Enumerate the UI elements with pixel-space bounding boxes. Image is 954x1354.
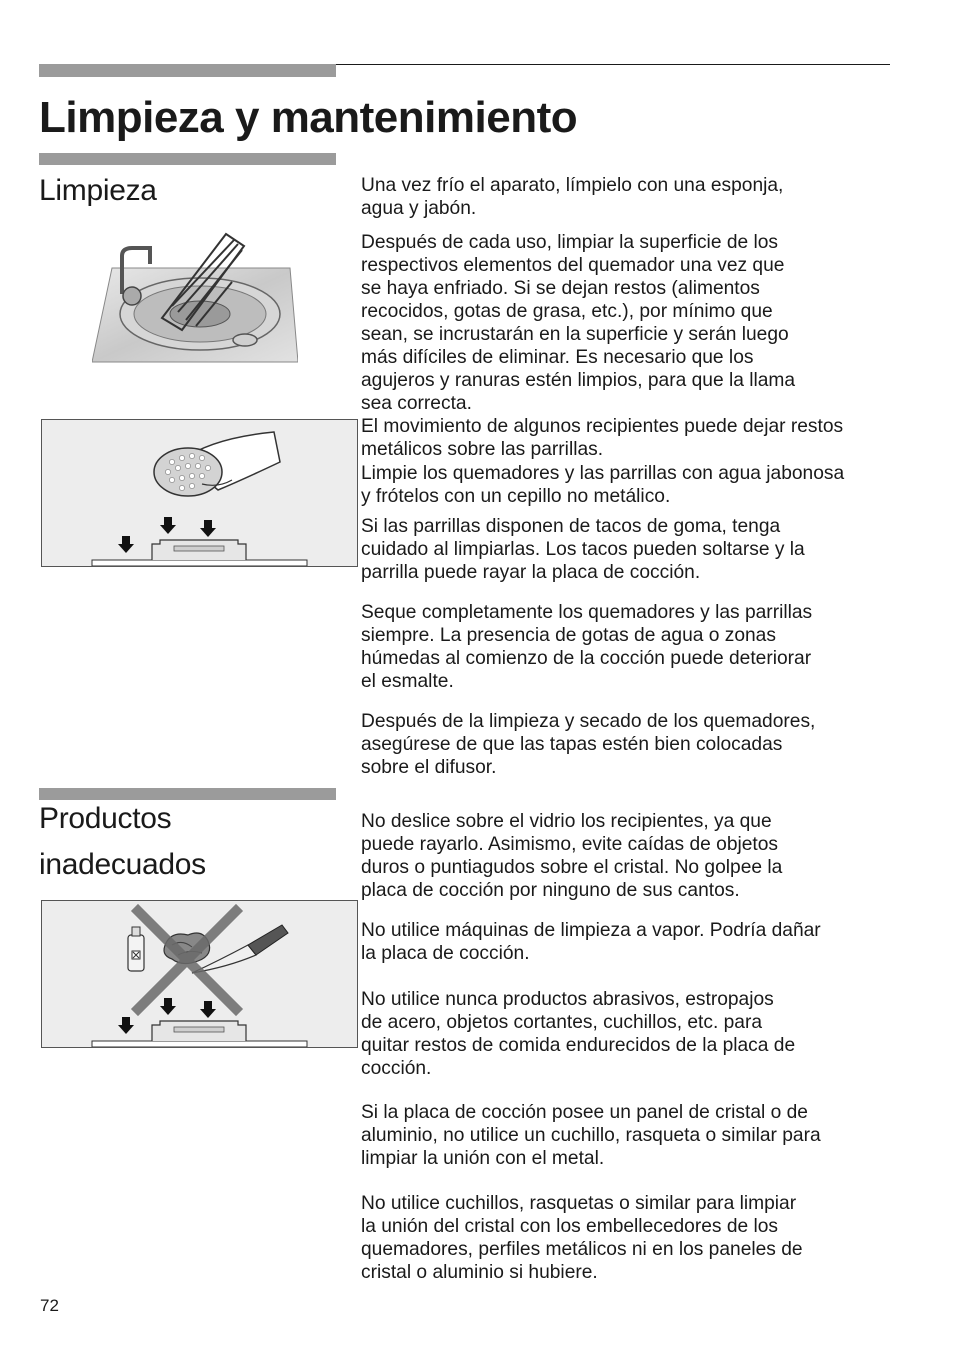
page-title: Limpieza y mantenimiento: [39, 93, 578, 142]
header-bar: [39, 64, 336, 77]
productos-paragraph-3: No utilice nunca productos abrasivos, estropajos de acero, objetos cortantes, cuchillos, etc. para quitar restos de comida endurecidos de la placa de cocción.: [361, 989, 796, 1079]
productos-paragraph-2: No utilice máquinas de limpieza a vapor. Podría dañar la placa de cocción.: [361, 920, 821, 964]
section-bar-limpieza: [39, 153, 336, 165]
page-number: 72: [40, 1296, 59, 1315]
limpieza-paragraph-4: Limpie los quemadores y las parrillas con agua jabonosa y frótelos con un cepillo no metálico.: [361, 463, 845, 507]
limpieza-paragraph-1: Una vez frío el aparato, límpielo con una esponja, agua y jabón.: [361, 175, 784, 219]
section-heading-limpieza: Limpieza: [39, 174, 157, 207]
section-heading-productos-line2: inadecuados: [39, 848, 206, 881]
productos-paragraph-1: No deslice sobre el vidrio los recipientes, ya que puede rayarlo. Asimismo, evite caídas de objetos duros o puntiagudos sobre el cristal. No golpee la placa de cocción por ninguno de sus cantos.: [361, 811, 783, 901]
limpieza-paragraph-6: Seque completamente los quemadores y las parrillas siempre. La presencia de gotas de agua o zonas húmedas al comienzo de la cocción puede deteriorar el esmalte.: [361, 602, 813, 692]
productos-paragraph-5: No utilice cuchillos, rasquetas o similar para limpiar la unión del cristal con los embellecedores de los quemadores, perfiles metálicos ni en los paneles de cristal o aluminio si hubiere.: [361, 1193, 803, 1283]
sponge-cleaning-illustration: [41, 419, 358, 567]
limpieza-paragraph-5: Si las parrillas disponen de tacos de goma, tenga cuidado al limpiarlas. Los tacos pueden soltarse y la parrilla puede rayar la placa de cocción.: [361, 516, 805, 583]
burner-grid-illustration: [92, 228, 298, 364]
productos-paragraph-4: Si la placa de cocción posee un panel de cristal o de aluminio, no utilice un cuchillo, rasqueta o similar para limpiar la unión con el metal.: [361, 1102, 821, 1169]
forbidden-tools-illustration: [41, 900, 358, 1048]
limpieza-paragraph-3: El movimiento de algunos recipientes puede dejar restos metálicos sobre las parrillas.: [361, 416, 844, 460]
limpieza-paragraph-2: Después de cada uso, limpiar la superficie de los respectivos elementos del quemador una vez que se haya enfriado. Si se dejan restos (alimentos recocidos, gotas de grasa, etc.), por mínimo que sean, se incrustarán en la superficie y serán luego más difíciles de eliminar. Es necesario que los agujeros y ranuras estén limpios, para que la llama sea correcta.: [361, 232, 796, 414]
section-heading-productos-line1: Productos: [39, 802, 172, 835]
header-rule: [336, 64, 890, 65]
limpieza-paragraph-7: Después de la limpieza y secado de los quemadores, asegúrese de que las tapas estén bien colocadas sobre el difusor.: [361, 711, 816, 778]
